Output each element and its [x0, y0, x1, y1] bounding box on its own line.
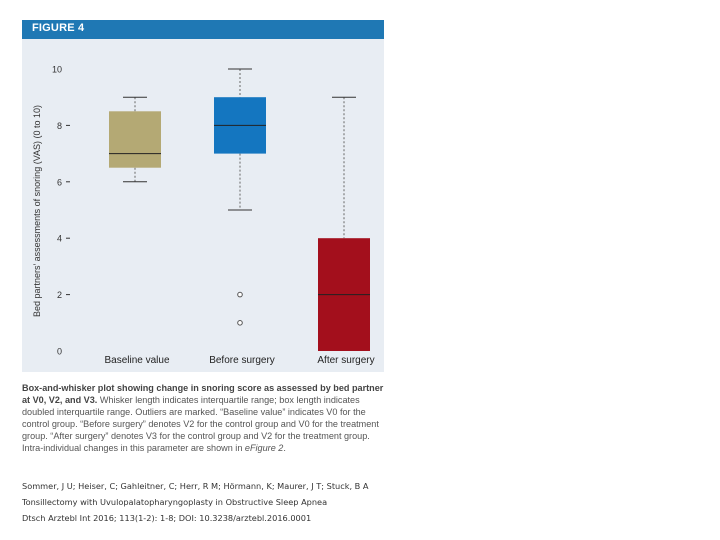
x-axis-labels [104, 355, 374, 366]
caption-lead: Box-and-whisker plot showing change in snoring score as assessed by bed partner at V0, V2, and V3. [22, 383, 384, 405]
figure-caption [22, 382, 384, 454]
caption-end: . [283, 443, 286, 453]
citation-title: Tonsillectomy with Uvulopalatopharyngoplasty in Obstructive Sleep Apnea [22, 497, 328, 507]
figure-panel [22, 20, 384, 372]
y-tick-label: 0 [56, 346, 62, 357]
figure-header [22, 20, 384, 39]
y-tick-label: 4 [56, 233, 62, 244]
outlier-point [238, 292, 243, 297]
x-category-label: After surgery [317, 355, 375, 366]
y-tick-label: 8 [56, 120, 62, 131]
y-axis-label: Bed partners’ assessments of snoring (VAS) (0 to 10) [32, 104, 42, 318]
citation-block [22, 478, 582, 526]
box-body [109, 111, 161, 167]
citation-authors: Sommer, J U; Heiser, C; Gahleitner, C; Herr, R M; Hörmann, K; Maurer, J T; Stuck, B A [22, 481, 369, 491]
x-category-label: Baseline value [104, 355, 170, 366]
caption-efigure-link[interactable]: eFigure 2 [244, 443, 284, 453]
box-1 [214, 69, 266, 325]
figure-label: FIGURE 4 [32, 22, 85, 34]
y-tick-label: 10 [51, 64, 62, 75]
y-tick-label: 6 [56, 177, 62, 188]
y-tick-label: 2 [56, 290, 62, 301]
box-series [109, 69, 370, 351]
box-0 [109, 97, 161, 182]
box-2 [318, 97, 370, 351]
boxplot-chart [22, 39, 384, 372]
citation-source: Dtsch Arztebl Int 2016; 113(1-2): 1-8; DOI: 10.3238/arztebl.2016.0001 [22, 513, 312, 523]
y-axis-ticks [52, 65, 70, 357]
x-category-label: Before surgery [209, 355, 275, 366]
outlier-point [238, 321, 243, 326]
caption-body: Whisker length indicates interquartile range; box length indicates doubled interquartile range. Outliers are marked. “Baseline value” indicates V0 for the control group. “Before surgery” denotes V2 for the control group and V0 for the treatment group. “After surgery” denotes V3 for the control group and V2 for the treatment group. Intra-individual changes in this parameter are shown in [22, 395, 379, 453]
